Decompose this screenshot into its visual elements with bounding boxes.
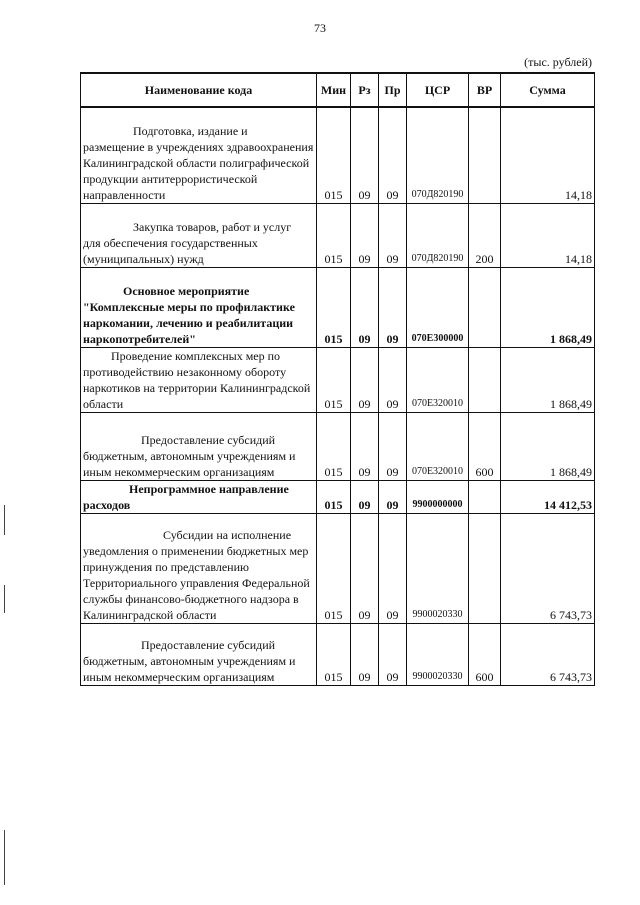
row-sum: 14 412,53 [501,480,595,513]
row-name [81,267,317,347]
row-rz: 09 [351,480,379,513]
row-csr: 070Е320010 [407,412,469,480]
row-csr: 070Д820190 [407,203,469,267]
table-row [81,623,595,685]
row-pr: 09 [379,107,407,203]
table-row [81,480,595,513]
row-csr: 070Д820190 [407,107,469,203]
row-name [81,480,317,513]
table-header-row [81,73,595,107]
row-name-rest: бюджетным, автономным учреждениям и иным некоммерческим организациям [83,653,296,684]
row-pr: 09 [379,412,407,480]
row-sum: 14,18 [501,107,595,203]
row-sum: 6 743,73 [501,623,595,685]
table-row [81,412,595,480]
row-vr [469,267,501,347]
row-vr: 600 [469,412,501,480]
units-label: (тыс. рублей) [524,55,592,69]
scan-margin-line [4,505,5,535]
table-row [81,347,595,412]
row-rz: 09 [351,412,379,480]
row-min: 015 [317,107,351,203]
row-vr [469,107,501,203]
row-name-lead: Непрограммное направление [129,481,289,496]
table-row [81,107,595,203]
row-name-rest: размещение в учреждениях здравоохранения Калининградской области полиграфической продукции антитеррористической направленности [83,139,314,202]
row-csr: 070Е320010 [407,347,469,412]
row-rz: 09 [351,513,379,623]
row-vr: 200 [469,203,501,267]
row-min: 015 [317,412,351,480]
row-rz: 09 [351,347,379,412]
row-min: 015 [317,203,351,267]
header-pr: Пр [379,73,407,107]
row-name [81,347,317,412]
row-name-lead: Проведение комплексных мер по [111,348,281,363]
row-name-rest: "Комплексные меры по профилактике наркомании, лечению и реабилитации наркопотребителей" [83,299,295,346]
row-name [81,623,317,685]
row-min: 015 [317,513,351,623]
row-name-rest: бюджетным, автономным учреждениям и иным некоммерческим организациям [83,448,296,479]
row-name [81,107,317,203]
row-vr [469,513,501,623]
row-rz: 09 [351,623,379,685]
row-sum: 6 743,73 [501,513,595,623]
row-sum: 1 868,49 [501,412,595,480]
header-name: Наименование кода [81,73,317,107]
row-min: 015 [317,480,351,513]
row-rz: 09 [351,107,379,203]
row-vr [469,347,501,412]
row-sum: 1 868,49 [501,267,595,347]
row-name-rest: противодействию незаконному обороту наркотиков на территории Калининградской области [83,364,311,411]
row-vr: 600 [469,623,501,685]
row-csr: 070Е300000 [407,267,469,347]
row-name [81,513,317,623]
row-name-rest: для обеспечения государственных (муниципальных) нужд [83,235,258,266]
table-row [81,513,595,623]
row-name-rest: расходов [83,497,131,512]
table-row [81,267,595,347]
row-csr: 9900020330 [407,623,469,685]
row-csr: 9900020330 [407,513,469,623]
row-pr: 09 [379,203,407,267]
row-sum: 1 868,49 [501,347,595,412]
row-pr: 09 [379,513,407,623]
row-min: 015 [317,623,351,685]
budget-table [80,72,595,686]
row-csr: 9900000000 [407,480,469,513]
row-name-lead: Основное мероприятие [123,283,250,298]
row-pr: 09 [379,623,407,685]
header-rz: Рз [351,73,379,107]
header-min: Мин [317,73,351,107]
row-sum: 14,18 [501,203,595,267]
row-name [81,203,317,267]
row-rz: 09 [351,267,379,347]
row-min: 015 [317,267,351,347]
scan-margin-line [4,830,5,885]
row-name-rest: уведомления о применении бюджетных мер принуждения по представлению Территориального управления Федеральной службы финансово-бюджетного надзора в Калининградской области [83,543,310,622]
header-vr: ВР [469,73,501,107]
page-number: 73 [314,21,326,35]
row-name-lead: Предоставление субсидий [141,637,276,652]
header-sum: Сумма [501,73,595,107]
scan-margin-line [4,585,5,613]
row-rz: 09 [351,203,379,267]
row-name-lead: Предоставление субсидий [141,432,276,447]
row-name [81,412,317,480]
row-name-lead: Закупка товаров, работ и услуг [133,219,292,234]
header-csr: ЦСР [407,73,469,107]
row-vr [469,480,501,513]
row-name-lead: Подготовка, издание и [133,123,248,138]
row-pr: 09 [379,480,407,513]
row-pr: 09 [379,267,407,347]
row-pr: 09 [379,347,407,412]
row-name-lead: Субсидии на исполнение [163,527,292,542]
row-min: 015 [317,347,351,412]
table-row [81,203,595,267]
